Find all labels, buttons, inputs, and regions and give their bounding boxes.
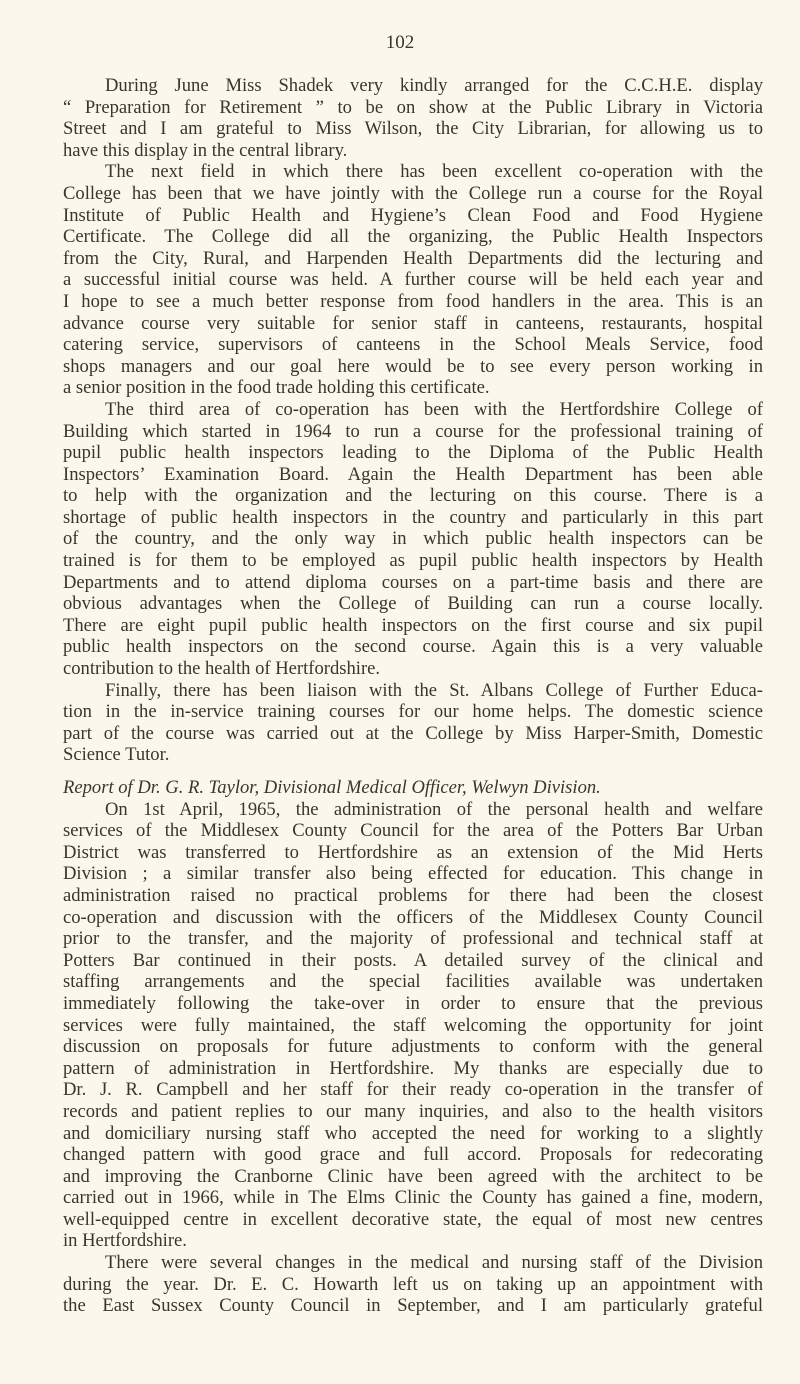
text-line: well-equipped centre in excellent decorative state, the equal of most new centres	[63, 1208, 763, 1230]
text-line: Building which started in 1964 to run a course for the professional training of	[63, 420, 763, 442]
text-line: advance course very suitable for senior staff in canteens, restaurants, hospital	[63, 312, 763, 334]
text-line: obvious advantages when the College of Building can run a course locally.	[63, 593, 763, 615]
text-line: pattern of administration in Hertfordshire. My thanks are especially due to	[63, 1057, 763, 1079]
paragraph	[63, 161, 763, 399]
paragraph	[63, 75, 763, 161]
text-line: during the year. Dr. E. C. Howarth left us on taking up an appointment with	[63, 1273, 763, 1295]
text-line: carried out in 1966, while in The Elms Clinic the County has gained a fine, modern,	[63, 1187, 763, 1209]
text-line: public health inspectors on the second course. Again this is a very valuable	[63, 636, 763, 658]
text-line: contribution to the health of Hertfordshire.	[63, 658, 381, 680]
text-line: have this display in the central library.	[63, 139, 348, 161]
text-line: administration raised no practical problems for there had been the closest	[63, 884, 763, 906]
text-line: changed pattern with good grace and full accord. Proposals for redecorating	[63, 1144, 763, 1166]
text-line: On 1st April, 1965, the administration of the personal health and welfare	[105, 798, 763, 820]
text-line: District was transferred to Hertfordshire as an extension of the Mid Herts	[63, 841, 763, 863]
text-line: and improving the Cranborne Clinic have been agreed with the architect to be	[63, 1165, 763, 1187]
text-line: Departments and to attend diploma courses on a part-time basis and there are	[63, 571, 763, 593]
paragraph	[63, 399, 763, 680]
text-line: of the country, and the only way in which public health inspectors can be	[63, 528, 763, 550]
text-line: Street and I am grateful to Miss Wilson, the City Librarian, for allowing us to	[63, 118, 763, 140]
text-line: The next field in which there has been excellent co-operation with the	[105, 161, 763, 183]
text-line: and domiciliary nursing staff who accepted the need for working to a slightly	[63, 1122, 763, 1144]
text-line: There were several changes in the medical and nursing staff of the Division	[105, 1252, 763, 1274]
text-line: Certificate. The College did all the organizing, the Public Health Inspectors	[63, 226, 763, 248]
text-line: services were fully maintained, the staff welcoming the opportunity for joint	[63, 1014, 763, 1036]
text-line: I hope to see a much better response from food handlers in the area. This is an	[63, 290, 763, 312]
text-line: catering service, supervisors of canteens in the School Meals Service, food	[63, 334, 763, 356]
text-line: from the City, Rural, and Harpenden Health Departments did the lecturing and	[63, 247, 763, 269]
text-line: the East Sussex County Council in September, and I am particularly grateful	[63, 1295, 763, 1317]
document-body	[63, 75, 763, 1317]
text-line: part of the course was carried out at the College by Miss Harper-Smith, Domestic	[63, 722, 763, 744]
text-line: Inspectors’ Examination Board. Again the Health Department has been able	[63, 463, 763, 485]
text-line: a senior position in the food trade holding this certificate.	[63, 377, 490, 399]
text-line: There are eight pupil public health inspectors on the first course and six pupil	[63, 614, 763, 636]
text-line: co-operation and discussion with the officers of the Middlesex County Council	[63, 906, 763, 928]
text-line: trained is for them to be employed as pupil public health inspectors by Health	[63, 550, 763, 572]
paragraph	[63, 1252, 763, 1317]
paragraph	[63, 680, 763, 766]
text-line: tion in the in-service training courses for our home helps. The domestic science	[63, 701, 763, 723]
text-line: “ Preparation for Retirement ” to be on show at the Public Library in Victoria	[63, 96, 763, 118]
paragraph	[63, 799, 763, 1252]
text-line: Institute of Public Health and Hygiene’s Clean Food and Food Hygiene	[63, 204, 763, 226]
text-line: records and patient replies to our many inquiries, and also to the health visitors	[63, 1100, 763, 1122]
text-line: College has been that we have jointly with the College run a course for the Royal	[63, 182, 763, 204]
text-line: Division ; a similar transfer also being effected for education. This change in	[63, 863, 763, 885]
text-line: staffing arrangements and the special facilities available was undertaken	[63, 971, 763, 993]
text-line: Dr. J. R. Campbell and her staff for their ready co-operation in the transfer of	[63, 1079, 763, 1101]
text-line: Report of Dr. G. R. Taylor, Divisional Medical Officer, Welwyn Division.	[63, 777, 601, 798]
text-line: Potters Bar continued in their posts. A detailed survey of the clinical and	[63, 949, 763, 971]
text-line: to help with the organization and the lecturing on this course. There is a	[63, 485, 763, 507]
text-line: immediately following the take-over in order to ensure that the previous	[63, 992, 763, 1014]
text-line: shops managers and our goal here would be to see every person working in	[63, 355, 763, 377]
text-line: services of the Middlesex County Council for the area of the Potters Bar Urban	[63, 820, 763, 842]
page-number: 102	[385, 32, 415, 53]
text-line: prior to the transfer, and the majority of professional and technical staff at	[63, 928, 763, 950]
text-line: pupil public health inspectors leading to the Diploma of the Public Health	[63, 442, 763, 464]
text-line: in Hertfordshire.	[63, 1230, 187, 1252]
text-line: a successful initial course was held. A further course will be held each year and	[63, 269, 763, 291]
text-line: The third area of co-operation has been with the Hertfordshire College of	[105, 398, 763, 420]
text-line: During June Miss Shadek very kindly arranged for the C.C.H.E. display	[105, 75, 763, 96]
section-heading	[63, 777, 763, 799]
text-line: Finally, there has been liaison with the St. Albans College of Further Educa-	[105, 679, 763, 701]
text-line: Science Tutor.	[63, 744, 170, 766]
text-line: shortage of public health inspectors in the country and particularly in this part	[63, 506, 763, 528]
text-line: discussion on proposals for future adjustments to conform with the general	[63, 1036, 763, 1058]
